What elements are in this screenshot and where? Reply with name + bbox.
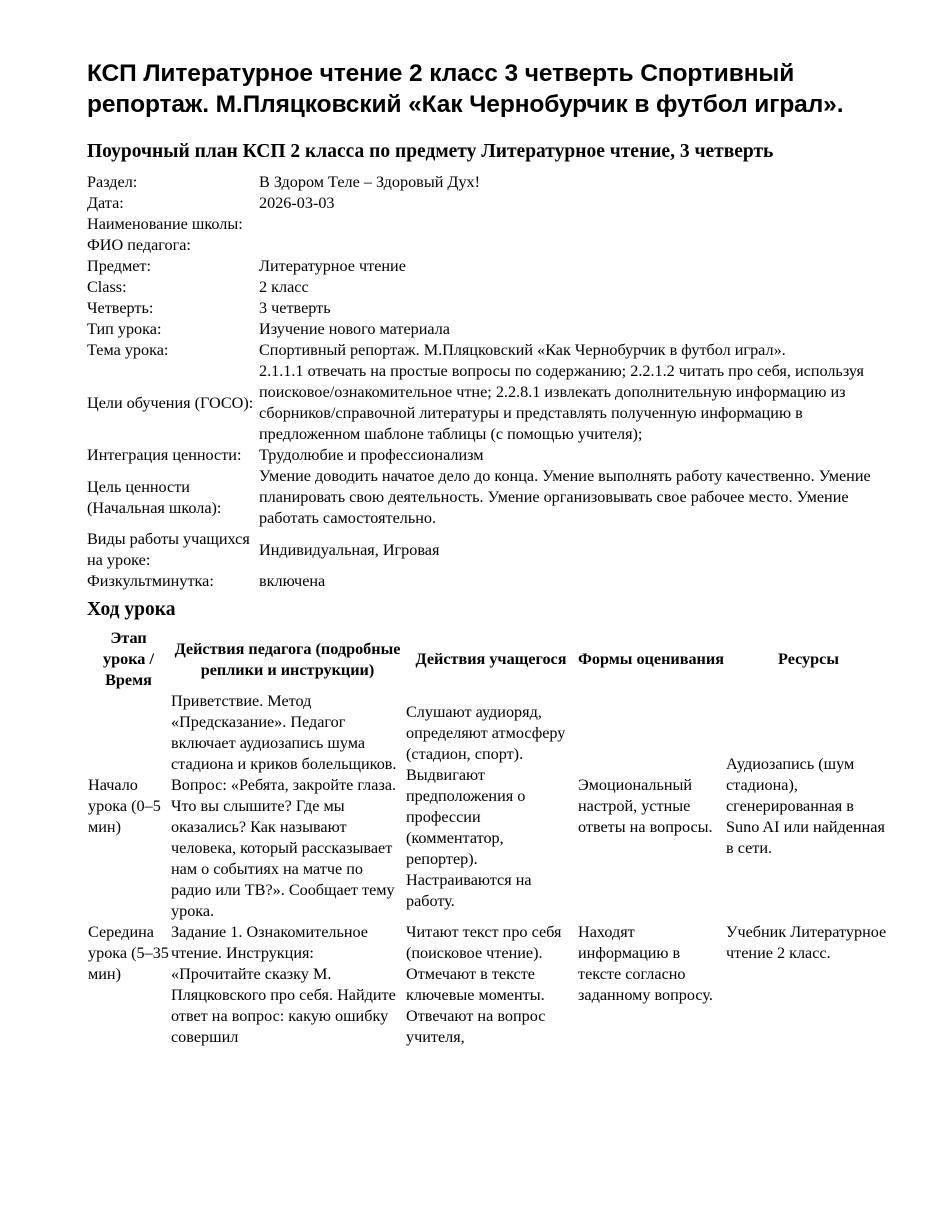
resources-cell: Аудиозапись (шум стадиона), сгенерированная в Suno AI или найденная в сети. <box>726 755 885 857</box>
info-label: Интеграция ценности: <box>87 446 242 464</box>
info-value: 3 четверть <box>259 299 331 317</box>
info-value: 2 класс <box>259 278 309 296</box>
col-header-teacher: Действия педагога (подробные реплики и инструкции) <box>174 639 401 679</box>
info-row-lesson-type <box>87 319 892 340</box>
student-cell: Читают текст про себя (поисковое чтение). Отмечают в тексте ключевые моменты. Отвечают на вопрос учителя, <box>406 923 562 1046</box>
info-value: Умение доводить начатое дело до конца. Умение выполнять работу качественно. Умение планировать свою деятельность. Умение организовывать свое рабочее место. Умение работать самостоятельно. <box>259 467 871 527</box>
info-value: Индивидуальная, Игровая <box>259 540 440 559</box>
document-page <box>87 58 892 1048</box>
info-row-value-goal <box>87 466 892 529</box>
info-label: Цели обучения (ГОСО): <box>87 393 254 412</box>
col-header-student: Действия учащегося <box>415 650 567 668</box>
info-label: Физкультминутка: <box>87 572 214 590</box>
info-row-school <box>87 214 892 235</box>
info-row-subject <box>87 256 892 277</box>
info-row-quarter <box>87 298 892 319</box>
lesson-info-table <box>87 172 892 592</box>
info-value: 2.1.1.1 отвечать на простые вопросы по содержанию; 2.2.1.2 читать про себя, используя поисковое/ознакомительное чтне; 2.2.8.1 извлекать дополнительную информацию из сборников/справочной литературы и представлять полученную информацию в предложенном шаблоне таблицы (с помощью учителя); <box>259 362 865 443</box>
table-row <box>87 922 892 1048</box>
info-row-teacher <box>87 235 892 256</box>
info-label: Цель ценности (Начальная школа): <box>87 477 222 517</box>
info-row-physical-break <box>87 571 892 592</box>
assessment-cell: Эмоциональный настрой, устные ответы на вопросы. <box>578 776 713 836</box>
document-title: КСП Литературное чтение 2 класс 3 четверть Спортивный репортаж. М.Пляцковский «Как Чернобурчик в футбол играл». <box>87 60 844 118</box>
info-value: Литературное чтение <box>259 257 406 275</box>
stage-cell: Середина урока (5–35 мин) <box>88 923 169 983</box>
plan-header-row <box>87 628 892 691</box>
info-label: Предмет: <box>87 257 151 275</box>
info-value: 2026-03-03 <box>259 194 335 212</box>
info-label: Дата: <box>87 194 124 212</box>
info-value: включена <box>259 572 326 590</box>
info-value <box>259 214 892 235</box>
assessment-cell: Находят информацию в тексте согласно заданному вопросу. <box>578 923 713 1004</box>
col-header-resources: Ресурсы <box>778 650 839 668</box>
lesson-plan-table <box>87 628 892 1048</box>
resources-cell: Учебник Литературное чтение 2 класс. <box>726 923 887 962</box>
info-row-values <box>87 445 892 466</box>
table-row <box>87 691 892 922</box>
info-label: Четверть: <box>87 299 154 317</box>
info-value: В Здором Теле – Здоровый Дух! <box>259 173 481 191</box>
info-value <box>259 235 892 256</box>
info-row-date <box>87 193 892 214</box>
student-cell: Слушают аудиоряд, определяют атмосферу (стадион, спорт). Выдвигают предположения о профессии (комментатор, репортер). Настраиваются на работу. <box>406 702 566 910</box>
info-value: Спортивный репортаж. М.Пляцковский «Как Чернобурчик в футбол играл». <box>259 341 786 359</box>
info-row-topic <box>87 340 892 361</box>
info-label: Раздел: <box>87 173 138 191</box>
stage-cell: Начало урока (0–5 мин) <box>88 776 161 836</box>
col-header-stage: Этап урока / Время <box>103 629 154 689</box>
plan-subtitle: Поурочный план КСП 2 класса по предмету Литературное чтение, 3 четверть <box>87 141 774 162</box>
info-label: Class: <box>87 278 127 296</box>
teacher-cell: Задание 1. Ознакомительное чтение. Инструкция: «Прочитайте сказку М. Пляцковского про себя. Найдите ответ на вопрос: какую ошибку совершил <box>171 923 396 1046</box>
col-header-assessment: Формы оценивания <box>578 650 724 668</box>
info-row-class <box>87 277 892 298</box>
info-label: Наименование школы: <box>87 215 243 233</box>
info-row-goals <box>87 361 892 445</box>
info-label: Тип урока: <box>87 320 162 338</box>
info-label: Тема урока: <box>87 341 169 359</box>
lesson-flow-heading: Ход урока <box>87 599 176 620</box>
info-value: Трудолюбие и профессионализм <box>259 446 484 464</box>
info-row-section <box>87 172 892 193</box>
info-label: Виды работы учащихся на уроке: <box>87 530 250 569</box>
info-row-work-types <box>87 529 892 571</box>
info-value: Изучение нового материала <box>259 320 450 338</box>
info-label: ФИО педагога: <box>87 236 191 254</box>
teacher-cell: Приветствие. Метод «Предсказание». Педагог включает аудиозапись шума стадиона и криков болельщиков. Вопрос: «Ребята, закройте глаза. Что вы слышите? Где мы оказались? Как называют человека, который рассказывает нам о событиях на матче по радио или ТВ?». Сообщает тему урока. <box>171 692 397 920</box>
